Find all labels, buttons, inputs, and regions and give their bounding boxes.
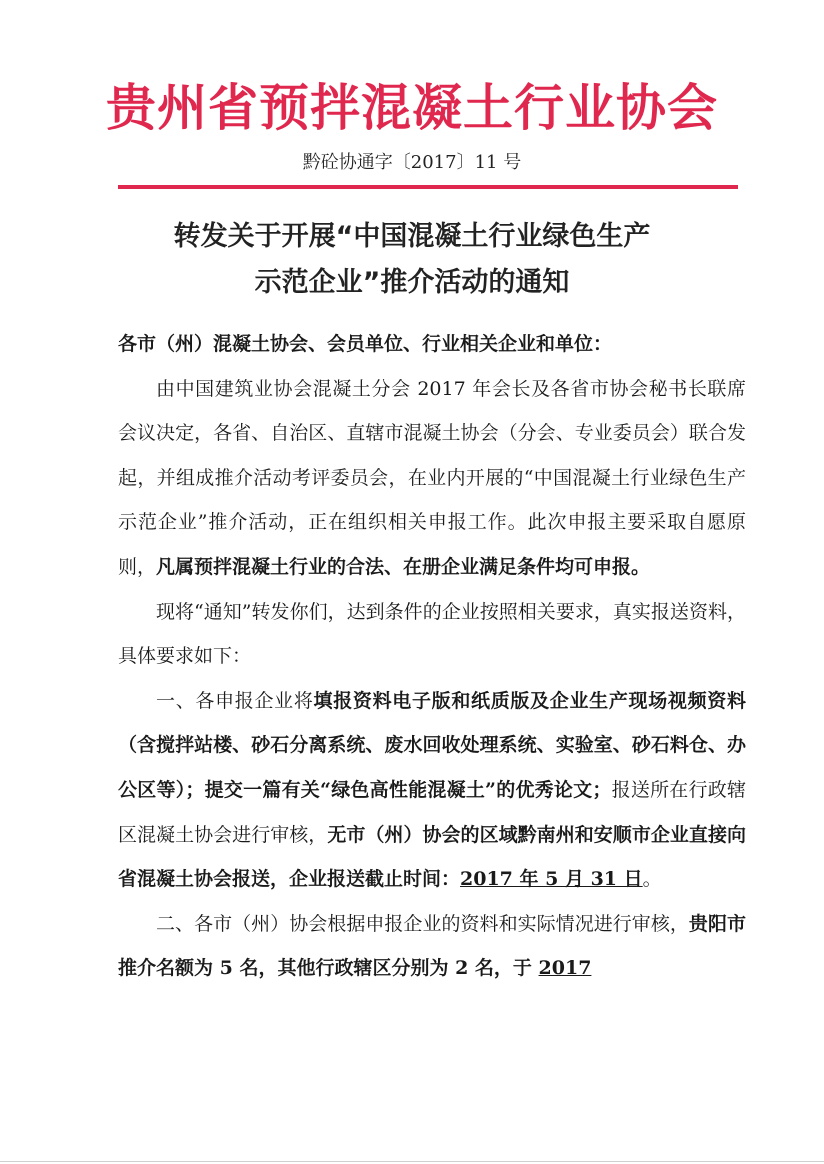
requirement-item-2: [118, 902, 746, 991]
notice-title-line1: 转发关于开展“中国混凝土行业绿色生产: [173, 221, 651, 252]
eligibility-statement: 凡属预拌混凝土行业的合法、在册企业满足条件均可申报。: [156, 555, 651, 578]
paragraph-forward: 现将“通知”转发你们，达到条件的企业按照相关要求，真实报送资料，具体要求如下：: [118, 600, 746, 668]
paragraph-background: [118, 367, 746, 590]
item1-materials: 填报资料电子版和纸质版及企业生产现场视频资料（含搅拌站楼、砂石分离系统、废水回收处理系统、实验室、砂石料仓、办公区等）；提交一篇有关“绿色高性能混凝土”的优秀论文；: [118, 689, 746, 801]
item1-direct-submission: 无市（州）协会的区域黔南州和安顺市企业直接向省混凝土协会报送，企业报送截止时间：: [118, 823, 746, 891]
notice-body: [118, 322, 746, 991]
deadline-date: 2017 年 5 月 31 日: [460, 868, 643, 891]
paragraph-background-text: 由中国建筑业协会混凝土分会 2017 年会长及各省市协会秘书长联席会议决定，各省、自治区、直辖市混凝土协会（分会、专业委员会）联合发起，并组成推介活动考评委员会，在业内开展的“中国混凝土行业绿色生产示范企业”推介活动，正在组织相关申报工作。此次申报主要采取自愿原则，: [118, 377, 746, 578]
requirement-item-1: [118, 679, 746, 902]
page-bottom-edge: [0, 1161, 824, 1162]
item1-lead: 一、各申报企业将: [156, 689, 314, 712]
item2-quota: 贵阳市推介名额为 5 名，其他行政辖区分别为 2 名，: [118, 912, 746, 980]
item1-end: 。: [642, 868, 662, 891]
notice-title-line2: 示范企业”推介活动的通知: [254, 267, 570, 298]
notice-title: [0, 214, 824, 306]
header-red-rule: [118, 185, 738, 189]
item2-continuation: 于: [512, 957, 539, 980]
item2-lead: 二、各市（州）协会根据申报企业的资料和实际情况进行审核，: [156, 912, 689, 935]
salutation: 各市（州）混凝土协会、会员单位、行业相关企业和单位：: [118, 333, 613, 355]
item1-review: 报送所在行政辖区混凝土协会进行审核，: [118, 778, 746, 846]
organization-title: 贵州省预拌混凝土行业协会: [106, 78, 718, 137]
item2-year: 2017: [538, 957, 592, 980]
document-number: 黔砼协通字〔2017〕11 号: [302, 152, 522, 173]
